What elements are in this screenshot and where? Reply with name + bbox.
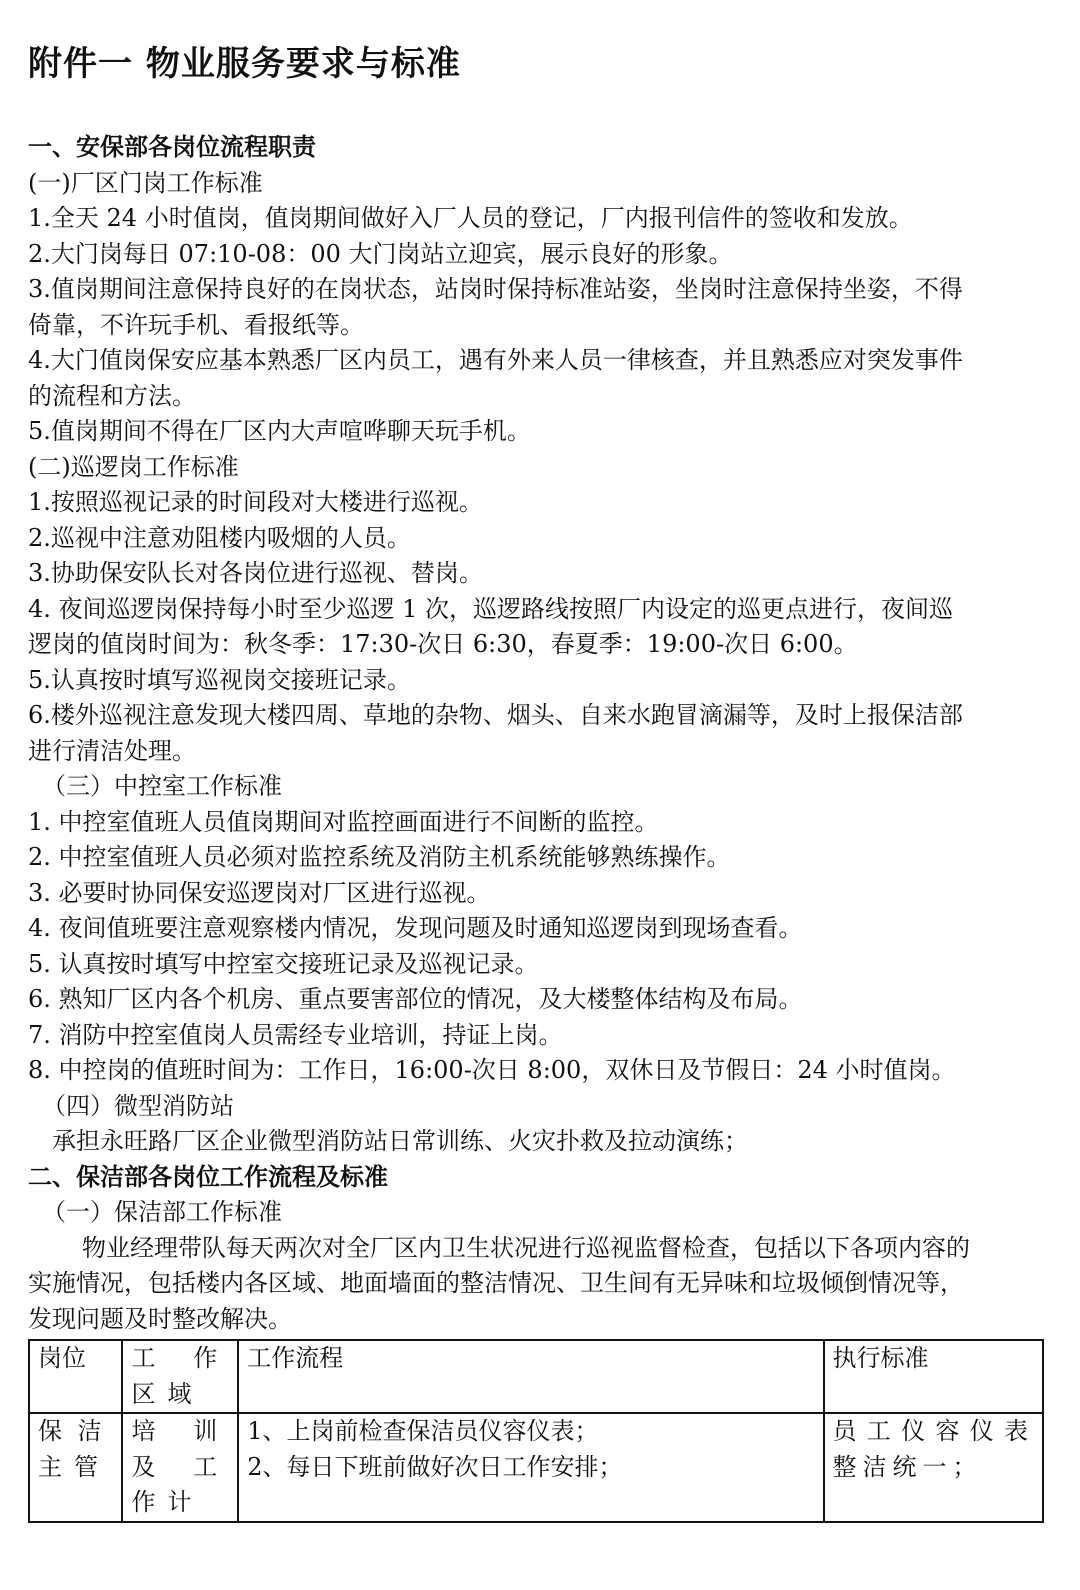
fire-station-text: 承担永旺路厂区企业微型消防站日常训练、火灾扑救及拉动演练；	[52, 1127, 748, 1155]
table-row	[29, 1413, 1043, 1522]
cleaning-text: 物业经理带队每天两次对全厂区内卫生状况进行巡视监督检查，包括以下各项内容的实施情况，包括楼内各区域、地面墙面的整洁情况、卫生间有无异味和垃圾倾倒情况等，发现问题及时整改解决。	[28, 1233, 970, 1333]
cleaning-heading: （一）保洁部工作标准	[42, 1198, 282, 1226]
fire-station-heading: （四）微型消防站	[42, 1091, 234, 1120]
control-item: 2. 中控室值班人员必须对监控系统及消防主机系统能够熟练操作。	[28, 843, 731, 871]
cell-post: 保洁主管	[29, 1413, 122, 1522]
section-security-heading: 一、安保部各岗位流程职责	[28, 133, 316, 161]
control-item: 3. 必要时协同保安巡逻岗对厂区进行巡视。	[28, 878, 491, 907]
gate-item: 3.值岗期间注意保持良好的在岗状态，站岗时保持标准站姿，坐岗时注意保持坐姿，不得倚靠，不许玩手机、看报纸等。	[28, 275, 963, 339]
patrol-item: 4. 夜间巡逻岗保持每小时至少巡逻 1 次，巡逻路线按照厂内设定的巡更点进行，夜间巡逻岗的值岗时间为：秋冬季：17:30-次日 6:30，春夏季：19:00-次日 6:00。	[28, 594, 954, 658]
patrol-item: 2.巡视中注意劝阻楼内吸烟的人员。	[28, 523, 411, 552]
control-room-block	[28, 769, 1028, 1089]
patrol-item: 6.楼外巡视注意发现大楼四周、草地的杂物、烟头、自来水跑冒滴漏等，及时上报保洁部进行清洁处理。	[28, 701, 963, 765]
patrol-item: 5.认真按时填写巡视岗交接班记录。	[28, 665, 411, 694]
control-item: 6. 熟知厂区内各个机房、重点要害部位的情况，及大楼整体结构及布局。	[28, 985, 803, 1013]
header-area: 工作区域	[122, 1340, 238, 1413]
control-item: 8. 中控岗的值班时间为：工作日，16:00-次日 8:00，双休日及节假日：24 小时值岗。	[28, 1056, 956, 1084]
control-item: 7. 消防中控室值岗人员需经专业培训，持证上岗。	[28, 1020, 563, 1049]
cleaning-block	[28, 1195, 1028, 1337]
patrol-item: 3.协助保安队长对各岗位进行巡视、替岗。	[28, 559, 483, 587]
patrol-post-block	[28, 450, 1028, 770]
section-cleaning-heading: 二、保洁部各岗位工作流程及标准	[28, 1162, 388, 1191]
cleaning-standard-table	[28, 1339, 1044, 1523]
gate-item: 1.全天 24 小时值岗，值岗期间做好入厂人员的登记，厂内报刊信件的签收和发放。	[28, 204, 913, 232]
cell-flow: 1、上岗前检查保洁员仪容仪表； 2、每日下班前做好次日工作安排；	[238, 1413, 823, 1522]
fire-station-block	[28, 1089, 1028, 1160]
gate-post-heading: (一)厂区门岗工作标准	[28, 168, 263, 197]
header-flow: 工作流程	[238, 1340, 823, 1413]
document-title: 附件一 物业服务要求与标准	[28, 44, 461, 84]
control-room-heading: （三）中控室工作标准	[42, 772, 282, 800]
header-standard: 执行标准	[824, 1340, 1043, 1413]
patrol-item: 1.按照巡视记录的时间段对大楼进行巡视。	[28, 488, 483, 516]
gate-item: 5.值岗期间不得在厂区内大声喧哗聊天玩手机。	[28, 417, 531, 445]
control-item: 4. 夜间值班要注意观察楼内情况，发现问题及时通知巡逻岗到现场查看。	[28, 914, 803, 942]
gate-item: 2.大门岗每日 07:10-08：00 大门岗站立迎宾，展示良好的形象。	[28, 239, 733, 268]
gate-item: 4.大门值岗保安应基本熟悉厂区内员工，遇有外来人员一律核查，并且熟悉应对突发事件的流程和方法。	[28, 346, 963, 410]
cell-standard: 员工仪容仪表整洁统一；	[824, 1413, 1043, 1522]
document-page	[28, 38, 1034, 1523]
gate-post-block	[28, 166, 1028, 450]
header-post: 岗位	[29, 1340, 122, 1413]
cell-area: 培训及工作计	[122, 1413, 238, 1522]
control-item: 5. 认真按时填写中控室交接班记录及巡视记录。	[28, 949, 539, 978]
patrol-post-heading: (二)巡逻岗工作标准	[28, 452, 239, 481]
control-item: 1. 中控室值班人员值岗期间对监控画面进行不间断的监控。	[28, 807, 659, 836]
table-header-row	[29, 1340, 1043, 1413]
